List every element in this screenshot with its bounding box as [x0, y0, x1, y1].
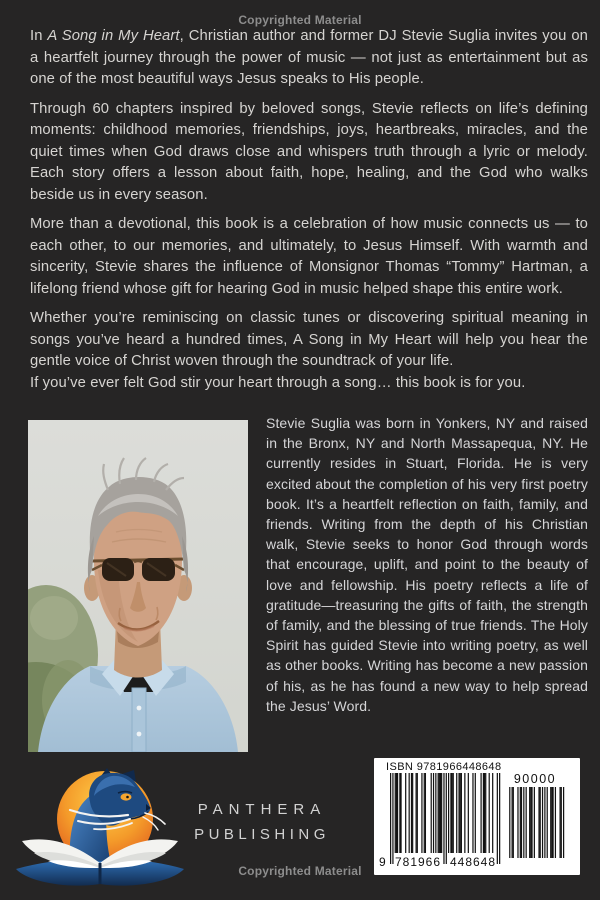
synopsis-p4-closing: If you’ve ever felt God stir your heart through a song… this book is for you. — [30, 374, 526, 391]
copyright-watermark-top: Copyrighted Material — [238, 13, 362, 27]
synopsis-paragraph-4 — [30, 308, 588, 394]
author-photo — [28, 420, 248, 752]
barcode-digits-group1: 781966 — [394, 855, 442, 869]
publisher-name-line1: PANTHERA — [197, 801, 327, 818]
synopsis-paragraph-2: Through 60 chapters inspired by beloved songs, Stevie reflects on life’s defining moments: childhood memories, friendships, joys, heartbreaks, miracles, and the quiet times when God draws close and whispers truth through a lyric or melody. Each story offers a lesson about faith, hope, healing, and the God who walks beside us in every season. — [30, 100, 588, 203]
barcode-digit-lead: 9 — [379, 855, 386, 869]
isbn-barcode — [374, 758, 580, 875]
ean13-bars — [390, 773, 500, 864]
publisher-name — [183, 801, 341, 843]
copyright-watermark-bottom: Copyrighted Material — [238, 864, 362, 878]
synopsis-p1-prefix: In — [30, 28, 48, 44]
publisher-name-line2: PUBLISHING — [194, 826, 330, 843]
synopsis-paragraph-1 — [30, 26, 588, 91]
barcode-graphic — [374, 758, 580, 875]
ean5-addon-bars — [509, 787, 564, 858]
barcode-addon-value: 90000 — [513, 772, 557, 786]
synopsis-paragraph-3: More than a devotional, this book is a celebration of how music connects us — to each other, to our memories, and ultimately, to Jesus Himself. With warmth and sincerity, Stevie shares the influence of Monsignor Thomas “Tommy” Hartman, a lifelong friend whose gift for hearing God in music helped shape this entire work. — [30, 216, 588, 297]
author-bio: Stevie Suglia was born in Yonkers, NY and raised in the Bronx, NY and North Massapequa, NY. He currently resides in Stuart, Florida. He is very excited about the completion of his very first poetry book. It’s a heartfelt reflection on faith, family, and friends. Writing from the depth of his Christian walk, Stevie seeks to honor God through words that encourage, uplift, and point to the beauty of love and fellowship. His poetry reflects a life of gratitude—treasuring the gifts of faith, the strength of family, and the blessing of true friends. The Holy Spirit has guided Stevie into writing poetry, as well as other books. Writing has become a new passion of his, as he has found a new way to help spread the Jesus’ Word. — [266, 415, 588, 714]
synopsis-p4-main: Whether you’re reminiscing on classic tunes or discovering spiritual meaning in songs you’ve heard a hundred times, A Song in My Heart will help you hear the gentle voice of Christ woven through the soundtrack of your life. — [30, 310, 588, 369]
book-title-italic: A Song in My Heart — [47, 28, 180, 44]
isbn-label: ISBN 9781966448648 — [386, 761, 502, 773]
book-synopsis — [30, 26, 588, 402]
synopsis-p1-rest: , Christian author and former DJ Stevie Suglia invites you on a heartfelt journey through the power of music — not just as entertainment but as one of the most beautiful ways Jesus speaks to His people. — [30, 28, 588, 87]
panthera-logo-icon — [10, 766, 190, 892]
author-portrait-illustration — [28, 420, 248, 752]
barcode-digits-group2: 448648 — [449, 855, 497, 869]
